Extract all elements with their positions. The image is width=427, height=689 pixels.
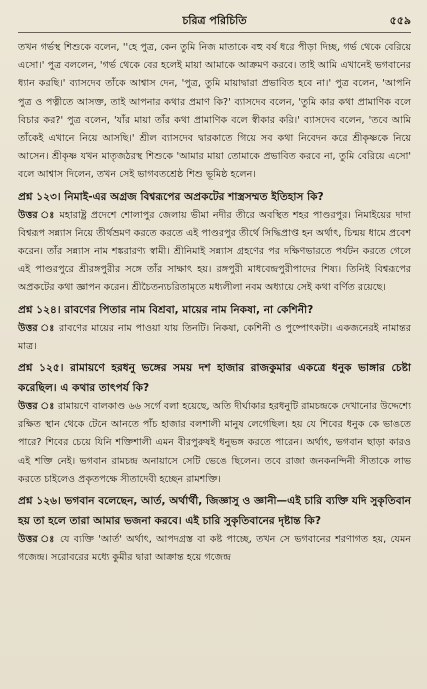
answer-123 xyxy=(18,207,411,298)
answer-label: উত্তর ঃ xyxy=(18,322,56,334)
running-header xyxy=(18,10,411,33)
page-body xyxy=(18,39,411,567)
question-125: প্রশ্ন ১২৫। রামায়ণে হরধনু ভঙ্গের সময় দশ হাজার রাজকুমার একত্রে ধনুক ভাঙ্গার চেষ্টা করেছিল। এ কথার তাৎপর্য কি? xyxy=(18,362,411,395)
answer-label: উত্তর ঃ xyxy=(18,534,56,546)
answer-label: উত্তর ঃ xyxy=(18,401,55,413)
answer-text: রামায়ণে বালকাণ্ড ৬৬ সর্গে বলা হয়েছে, অতি দীর্ঘাকার হরধনুটি রামচন্দ্রকে দেখানোর উদ্দেশ্যে রক্ষিত স্থান থেকে টেনে আনতে পাঁচ হাজার বলশালী মানুষ লেগেছিল। হয় যে শিবের ধনুক কে ভাঙতে পারে? শিবের চেয়ে যিনি শক্তিশালী এমন বীরপুরুষই ধনুভঙ্গ করতে পারেন। অর্থাৎ, ভগবান ছাড়া কারও এই শক্তি নেই। ভগবান রামচন্দ্র অনায়াসে সেটি ভেঙে ছিলেন। তবে রাজা জনকনন্দিনী সীতাকে লাভ করতে চাইলেও প্রকৃতপক্ষে সীতাদেবী হচ্ছেন রামশক্তি। xyxy=(18,401,411,485)
answer-text: রাবণের মায়ের নাম পাওয়া যায় তিনটি। নিকষা, কেশিনী ও পুষ্পোৎকটা। একজনেরই নামান্তর মাত্র। xyxy=(18,322,411,352)
page-number: ৫৫৯ xyxy=(389,14,411,27)
answer-text: মহারাষ্ট্র প্রদেশে শোলাপুর জেলায় ভীমা নদীর তীরে অবস্থিত শহর পাণ্ডরপুর। নিমাইয়ের দাদা বিশ্বরূপ সন্ন্যাস নিয়ে তীর্থভ্রমণ করতে করতে এই পাণ্ডরপুর তীর্থে সিদ্ধিপ্রাপ্ত হন অর্থাৎ, চিন্ময় ধামে প্রবেশ করেন। তাঁর সন্ন্যাস নাম শঙ্করারণ্য স্বামী। শ্রীনিমাই সন্ন্যাস গ্রহণের পর দক্ষিণভারতে পর্যটন করতে গেলে এই পাণ্ডরপুরে শ্রীরঙ্গপুরীর সঙ্গে তাঁর সাক্ষাৎ হয়। রঙ্গপুরী মাধবেন্দ্রপুরীপাদের শিষ্য। তিনিই বিশ্বরূপের অপ্রকটের কথা জ্ঞাপন করেন। শ্রীচৈতন্যচরিতামৃতে মধ্যলীলা নবম অধ্যায়ে সেই কথা বর্ণিত রয়েছে। xyxy=(18,209,411,294)
question-126: প্রশ্ন ১২৬। ভগবান বলেছেন, আর্ত, অর্থার্থী, জিজ্ঞাসু ও জ্ঞানী—এই চারি ব্যক্তি যদি সুকৃতিবান হয় তা হলে তারা আমার ভজনা করবে। এই চারি সুকৃতিবানের দৃষ্টান্ত কি? xyxy=(18,495,411,528)
answer-125 xyxy=(18,398,411,489)
answer-text: যে ব্যক্তি 'আর্ত' অর্থাৎ, আপদগ্রস্ত বা কষ্ট পাচ্ছে, তখন সে ভগবানের শরণাগত হয়, যেমন গজেন্দ্র। সরোবরের মধ্যে কুমীর দ্বারা আক্রান্ত হয়ে গজেন্দ্র xyxy=(18,534,411,564)
answer-label: উত্তর ঃ xyxy=(18,209,56,221)
chapter-title: চরিত্র পরিচিতি xyxy=(182,14,247,27)
paragraph-intro: তখন গর্ভস্থ শিশুকে বলেন, ''হে পুত্র, কেন তুমি নিজ মাতাকে বহু বর্ষ ধরে পীড়া দিচ্ছ, গর্ভ থেকে বেরিয়ে এসো।' পুত্র বললেন, 'গর্ভ থেকে বের হলেই মায়া আমাকে আক্রমণ করবে। তাই আমি এখানেই ভগবানের ধ্যান করছি।' ব্যাসদেব তাঁকে আশ্বাস দেন, 'পুত্র, তুমি মায়াদ্বারা প্রভাবিত হবে না।' পুত্র বলেন, 'আপনি পুত্র ও পত্নীতে আসক্ত, তাই আপনার কথার প্রমাণ কি?' ব্যাসদেব বলেন, 'তুমি কার কথা প্রামাণিক বলে বিচার কর?' পুত্র বলেন, 'যাঁর মায়া তাঁর কথা প্রামাণিক বলে স্বীকার করি।' ব্যাসদেব বলেন, 'তবে আমি তাঁকেই এখানে নিয়ে আসছি।' শ্রীল ব্যাসদেব দ্বারকাতে গিয়ে সব কথা নিবেদন করে শ্রীকৃষ্ণকে নিয়ে আসেন। শ্রীকৃষ্ণ যখন মাতৃজঠরস্থ শিশুকে 'আমার মায়া তোমাকে প্রভাবিত করবে না, তুমি বেরিয়ে এসো' বলে আশ্বাস দিলেন, তখন সেই ভাগবতশ্রেষ্ঠ শিশু ভূমিষ্ঠ হলেন। xyxy=(18,42,411,181)
question-123: প্রশ্ন ১২৩। নিমাই-এর অগ্রজ বিশ্বরূপের অপ্রকটের শাস্ত্রসম্মত ইতিহাস কি? xyxy=(18,190,324,203)
question-124: প্রশ্ন ১২৪। রাবণের পিতার নাম বিশ্রবা, মায়ের নাম নিকষা, না কেশিনী? xyxy=(18,303,314,316)
answer-126 xyxy=(18,531,411,567)
answer-124 xyxy=(18,320,411,356)
